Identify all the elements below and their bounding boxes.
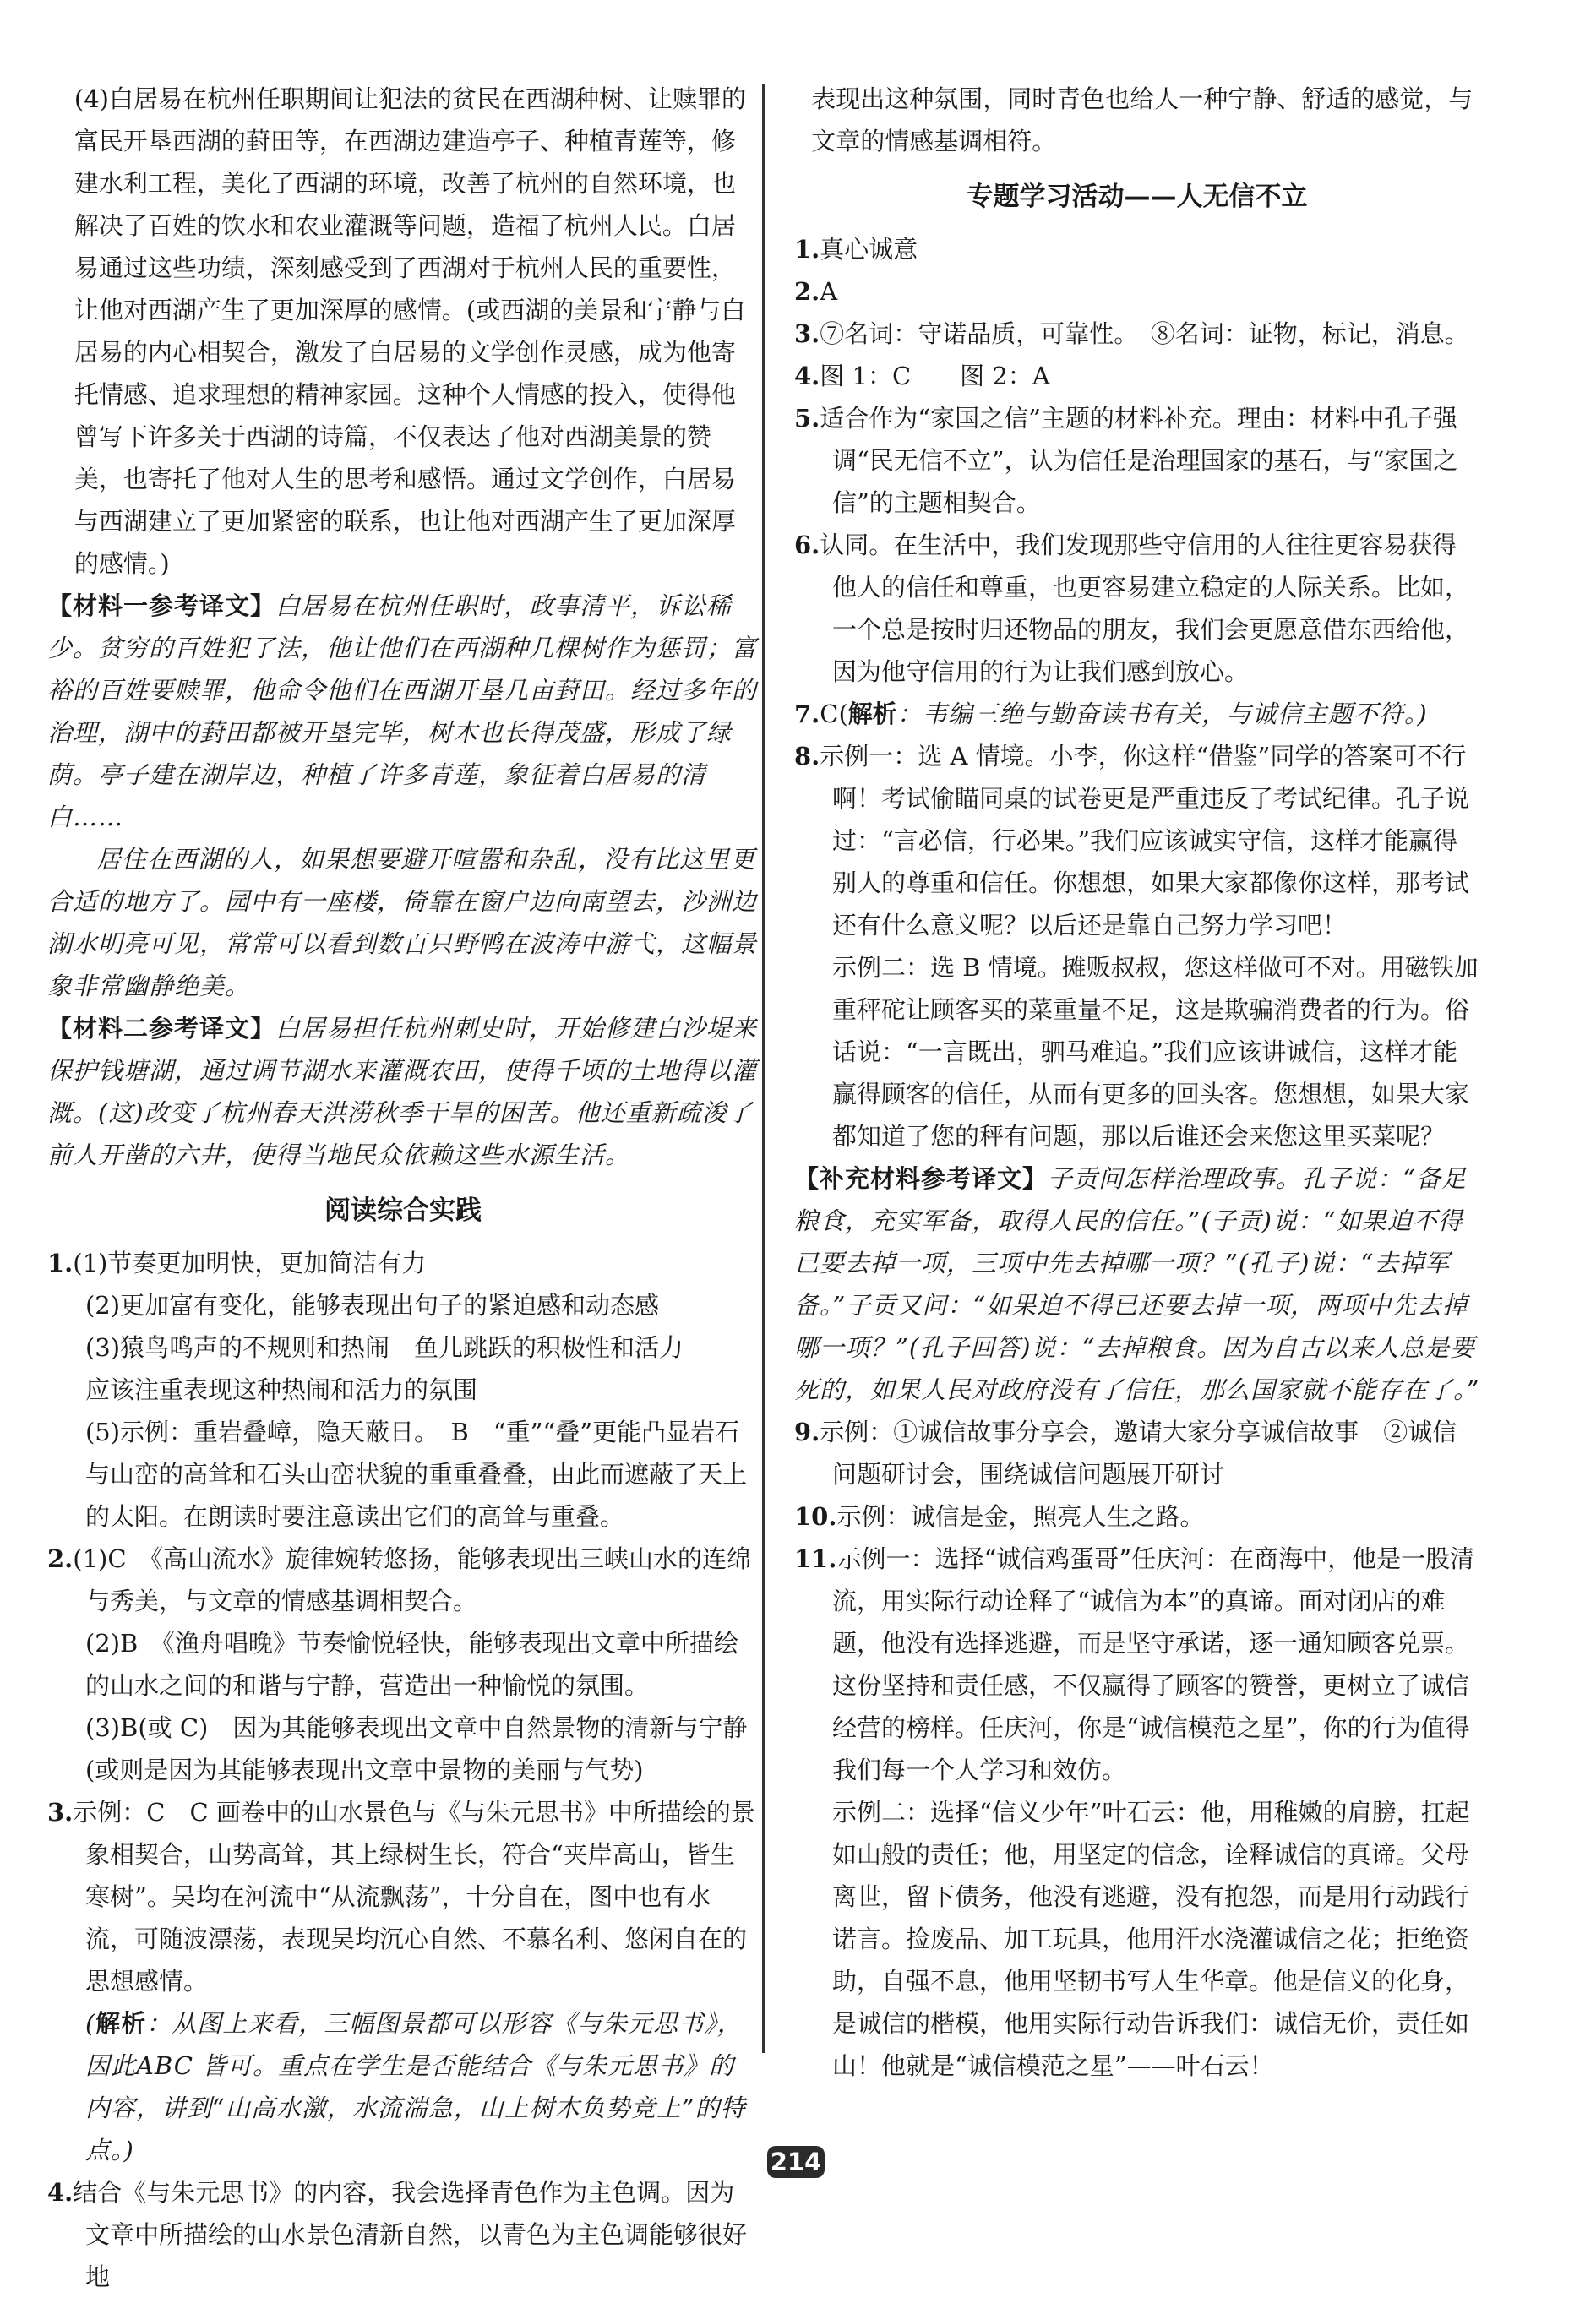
- question-1: [47, 1242, 759, 1284]
- question-2-part-3: (3)B(或 C) 因为其能够表现出文章中自然景物的清新与宁静(或则是因为其能够表现出文章中景物的美丽与气势): [84, 1713, 748, 1784]
- answer-11-example-2: 示例二：选择“信义少年”叶石云：他，用稚嫩的肩膀，扛起如山般的责任；他，用坚定的信念，诠释诚信的真谛。父母离世，留下债务，他没有逃避，没有抱怨，而是用行动践行诺言。捡废品、加工玩具，他用汗水浇灌诚信之花；拒绝资助，自强不息，他用坚韧书写人生华章。他是信义的化身，是诚信的楷模，他用实际行动告诉我们：诚信无价，责任如山！他就是“诚信模范之星”——叶石云！: [831, 1798, 1470, 2080]
- answer-9-text: 示例：①诚信故事分享会，邀请大家分享诚信故事 ②诚信问题研讨会，围绕诚信问题展开研讨: [820, 1418, 1457, 1489]
- answer-4-continued: (4)白居易在杭州任职期间让犯法的贫民在西湖种树、让赎罪的富民开垦西湖的葑田等，在西湖边建造亭子、种植青莲等，修建水利工程，美化了西湖的环境，改善了杭州的自然环境，也解决了百姓的饮水和农业灌溉等问题，造福了杭州人民。白居易通过这些功绩，深刻感受到了西湖对于杭州人民的重要性，让他对西湖产生了更加深厚的感情。(或西湖的美景和宁静与白居易的内心相契合，激发了白居易的文学创作灵感，成为他寄托情感、追求理想的精神家园。这种个人情感的投入，使得他曾写下许多关于西湖的诗篇，不仅表达了他对西湖美景的赞美，也寄托了他对人生的思考和感悟。通过文学创作，白居易与西湖建立了更加紧密的联系，也让他对西湖产生了更加深厚的感情。): [74, 84, 746, 578]
- answer-10-number: 10.: [794, 1502, 837, 1531]
- question-4-number: 4.: [47, 2178, 74, 2207]
- material-1-text-2: 居住在西湖的人，如果想要避开喧嚣和杂乱，没有比这里更合适的地方了。园中有一座楼，倚靠在窗户边向南望去，沙洲边湖水明亮可见，常常可以看到数百只野鸭在波涛中游弋，这幅景象非常幽静绝美。: [47, 845, 758, 1000]
- answer-2: [794, 270, 1480, 313]
- answer-7-number: 7.: [794, 700, 820, 728]
- supplementary-text: 子贡问怎样治理政事。孔子说：“备足粮食，充实军备，取得人民的信任。”(子贡)说：“如果迫不得已要去掉一项，三项中先去掉哪一项？”(孔子)说：“去掉军备。”子贡又问：“如果迫不得已还要去掉一项，两项中先去掉哪一项？”(孔子回答)说：“去掉粮食。因为自古以来人总是要死的，如果人民对政府没有了信任，那么国家就不能存在了。”: [794, 1164, 1480, 1404]
- answer-1: [794, 228, 1480, 270]
- answer-11-number: 11.: [794, 1544, 837, 1573]
- answer-6-text: 认同。在生活中，我们发现那些守信用的人往往更容易获得他人的信任和尊重，也更容易建立稳定的人际关系。比如，一个总是按时归还物品的朋友，我们会更愿意借东西给他，因为他守信用的行为让我们感到放心。: [820, 531, 1469, 686]
- right-column: [794, 78, 1480, 2087]
- answer-6: [794, 524, 1480, 693]
- section-title-special-topic: 专题学习活动——人无信不立: [967, 182, 1308, 212]
- left-column: [47, 78, 759, 2298]
- answer-7-analysis-label: 解析: [847, 700, 897, 728]
- answer-3-number: 3.: [794, 319, 820, 348]
- answer-11: [794, 1538, 1480, 1791]
- page-number: 214: [767, 2146, 825, 2178]
- answer-3-text: ⑦名词：守诺品质，可靠性。 ⑧名词：证物，标记，消息。: [820, 319, 1469, 348]
- question-1-part-1: (1)节奏更加明快，更加简洁有力: [73, 1249, 427, 1277]
- answer-5-number: 5.: [794, 404, 820, 433]
- material-2-translation: [47, 1007, 759, 1176]
- answer-7-analysis: ：韦编三绝与勤奋读书有关，与诚信主题不符。): [896, 700, 1428, 728]
- question-4-text: 结合《与朱元思书》的内容，我会选择青色作为主色调。因为文章中所描绘的山水景色清新自然，以青色为主色调能够很好地: [73, 2178, 747, 2291]
- material-2-label: 【材料二参考译文】: [47, 1014, 276, 1043]
- question-1-number: 1.: [47, 1249, 74, 1277]
- answer-2-number: 2.: [794, 277, 820, 306]
- material-1-translation: [47, 585, 759, 838]
- answer-8: [794, 735, 1480, 946]
- answer-2-text: A: [820, 277, 838, 306]
- question-2-part-1: (1)C 《高山流水》旋律婉转悠扬，能够表现出三峡山水的连绵与秀美，与文章的情感基调相契合。: [73, 1544, 752, 1615]
- question-2-part-2: (2)B 《渔舟唱晚》节奏愉悦轻快，能够表现出文章中所描绘的山水之间的和谐与宁静，营造出一种愉悦的氛围。: [84, 1629, 738, 1700]
- answer-7: [794, 693, 1480, 735]
- answer-5: [794, 397, 1480, 524]
- answer-8-example-1: 示例一：选 A 情境。小李，你这样“借鉴”同学的答案可不行啊！考试偷瞄同桌的试卷更是严重违反了考试纪律。孔子说过：“言必信，行必果。”我们应该诚实守信，这样才能赢得别人的尊重和信任。你想想，如果大家都像你这样，那考试还有什么意义呢？以后还是靠自己努力学习吧！: [820, 742, 1469, 939]
- answer-7-text: C(: [820, 700, 848, 728]
- answer-8-number: 8.: [794, 742, 820, 771]
- answer-10: [794, 1495, 1480, 1538]
- answer-9-number: 9.: [794, 1418, 820, 1446]
- material-1-text: 白居易在杭州任职时，政事清平，诉讼稀少。贫穷的百姓犯了法，他让他们在西湖种几棵树作为惩罚；富裕的百姓要赎罪，他命令他们在西湖开垦几亩葑田。经过多年的治理，湖中的葑田都被开垦完毕，树木也长得茂盛，形成了绿荫。亭子建在湖岸边，种植了许多青莲，象征着白居易的清白……: [47, 591, 758, 831]
- material-1-label: 【材料一参考译文】: [47, 591, 276, 620]
- question-3-analysis-label: 解析: [95, 2009, 147, 2038]
- question-3-number: 3.: [47, 1798, 74, 1827]
- answer-5-text: 适合作为“家国之信”主题的材料补充。理由：材料中孔子强调“民无信不立”，认为信任是治理国家的基石，与“家国之信”的主题相契合。: [820, 404, 1458, 517]
- question-3-analysis-text: 从图上来看，三幅图景都可以形容《与朱元思书》，因此ABC 皆可。重点在学生是否能结合《与朱元思书》的内容，讲到“山高水激，水流湍急，山上树木负势竞上”的特点。: [84, 2009, 746, 2165]
- question-4-continued: 表现出这种氛围，同时青色也给人一种宁静、舒适的感觉，与文章的情感基调相符。: [811, 84, 1473, 155]
- material-2-text: 白居易担任杭州刺史时，开始修建白沙堤来保护钱塘湖，通过调节湖水来灌溉农田，使得千顷的土地得以灌溉。(这)改变了杭州春天洪涝秋季干旱的困苦。他还重新疏浚了前人开凿的六井，使得当地民众依赖这些水源生活。: [47, 1014, 758, 1169]
- answer-4-number: 4.: [794, 362, 820, 390]
- answer-1-text: 真心诚意: [820, 235, 918, 264]
- question-1-part-5: (5)示例：重岩叠嶂，隐天蔽日。 B “重”“叠”更能凸显岩石与山峦的高耸和石头山峦状貌的重重叠叠，由此而遮蔽了天上的太阳。在朗读时要注意读出它们的高耸与重叠。: [84, 1418, 747, 1531]
- answer-10-text: 示例：诚信是金，照亮人生之路。: [836, 1502, 1205, 1531]
- answer-1-number: 1.: [794, 235, 820, 264]
- answer-6-number: 6.: [794, 531, 820, 559]
- question-1-part-2: (2)更加富有变化，能够表现出句子的紧迫感和动态感: [84, 1291, 660, 1320]
- supplementary-translation: [794, 1157, 1480, 1411]
- question-2: [47, 1538, 759, 1622]
- column-divider: [762, 84, 765, 2053]
- supplementary-label: 【补充材料参考译文】: [794, 1164, 1049, 1193]
- section-title-reading-practice: 阅读综合实践: [324, 1195, 482, 1226]
- question-2-number: 2.: [47, 1544, 74, 1573]
- question-3: [47, 1791, 759, 2002]
- answer-4: [794, 355, 1480, 397]
- question-4: [47, 2171, 759, 2298]
- question-1-part-3: (3)猿鸟鸣声的不规则和热闹 鱼儿跳跃的积极性和活力: [84, 1333, 684, 1362]
- answer-8-example-2: 示例二：选 B 情境。摊贩叔叔，您这样做可不对。用磁铁加重秤砣让顾客买的菜重量不足，这是欺骗消费者的行为。俗话说：“一言既出，驷马难追。”我们应该讲诚信，这样才能赢得顾客的信任，从而有更多的回头客。您想想，如果大家都知道了您的秤有问题，那以后谁还会来您这里买菜呢？: [831, 953, 1479, 1151]
- question-3-text: 示例：C C 画卷中的山水景色与《与朱元思书》中所描绘的景象相契合，山势高耸，其上绿树生长，符合“夹岸高山，皆生寒树”。吴均在河流中“从流飘荡”，十分自在，图中也有水流，可随波漂荡，表现吴均沉心自然、不慕名利、悠闲自在的思想感情。: [73, 1798, 755, 1996]
- answer-4-text: 图 1：C 图 2：A: [820, 362, 1050, 390]
- question-3-analysis: (解析：从图上来看，三幅图景都可以形容《与朱元思书》，因此ABC 皆可。重点在学生是否能结合《与朱元思书》的内容，讲到“山高水激，水流湍急，山上树木负势竞上”的特点。): [84, 2009, 746, 2165]
- answer-3: [794, 313, 1480, 355]
- answer-9: [794, 1411, 1480, 1495]
- question-1-part-4: 应该注重表现这种热闹和活力的氛围: [84, 1375, 477, 1404]
- answer-11-example-1: 示例一：选择“诚信鸡蛋哥”任庆河：在商海中，他是一股清流，用实际行动诠释了“诚信为本”的真谛。面对闭店的难题，他没有选择逃避，而是坚守承诺，逐一通知顾客兑票。这份坚持和责任感，不仅赢得了顾客的赞誉，更树立了诚信经营的榜样。任庆河，你是“诚信模范之星”，你的行为值得我们每一个人学习和效仿。: [831, 1544, 1475, 1784]
